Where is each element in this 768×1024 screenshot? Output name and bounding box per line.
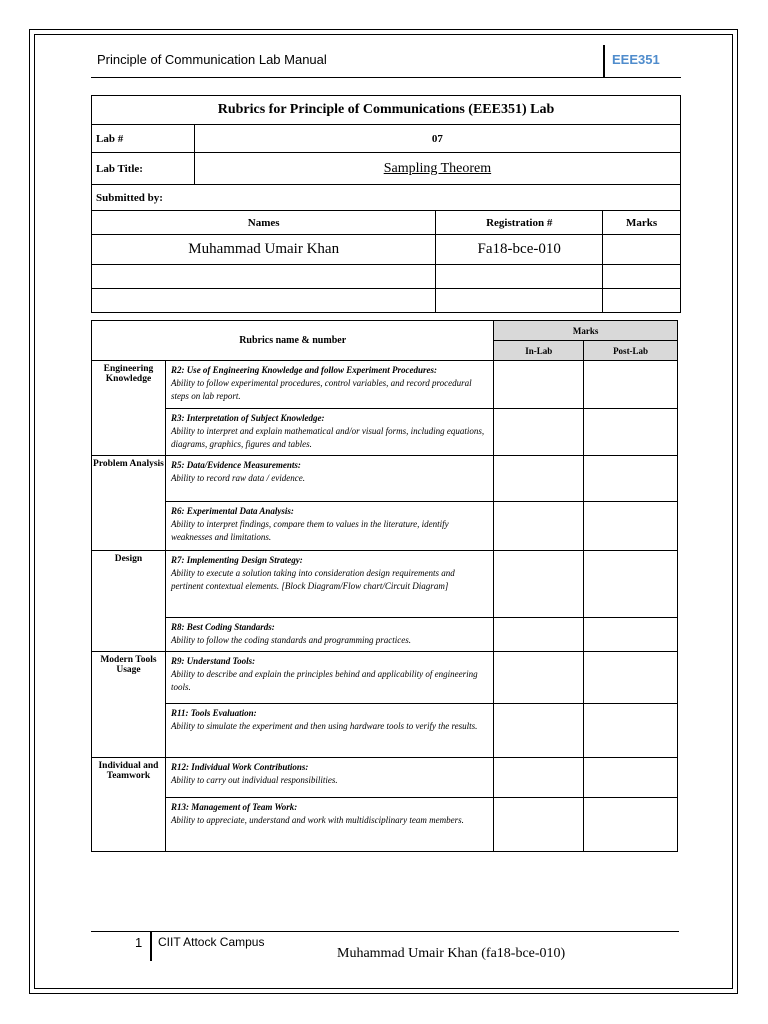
post-lab-header: Post-Lab (584, 341, 678, 361)
rubric-title: R5: Data/Evidence Measurements: (170, 460, 301, 470)
rubric-title: R9: Understand Tools: (170, 656, 256, 666)
post-lab-mark (584, 361, 678, 409)
rubric-item (165, 758, 493, 798)
rubric-title: R7: Implementing Design Strategy: (170, 555, 303, 565)
in-lab-mark (494, 618, 584, 652)
lab-title-value: Sampling Theorem (194, 153, 680, 185)
in-lab-header: In-Lab (494, 341, 584, 361)
marks-header: Marks (603, 211, 681, 235)
rubric-description: Ability to simulate the experiment and then using hardware tools to verify the results. (170, 721, 478, 731)
rubric-item (165, 502, 493, 551)
rubric-item (165, 618, 493, 652)
student-name (92, 289, 436, 313)
student-marks (603, 235, 681, 265)
rubric-description: Ability to interpret findings, compare them to values in the literature, identify weaknesses and limitations. (170, 519, 449, 542)
in-lab-mark (494, 361, 584, 409)
rubric-description: Ability to carry out individual responsibilities. (170, 775, 338, 785)
rubrics-marks-header: Marks (494, 321, 678, 341)
rubric-category: Engineering Knowledge (92, 361, 166, 456)
rubric-item (165, 551, 493, 618)
rubrics-name-header: Rubrics name & number (92, 321, 494, 361)
rubric-title: R8: Best Coding Standards: (170, 622, 275, 632)
rubric-title: R13: Management of Team Work: (170, 802, 298, 812)
post-lab-mark (584, 704, 678, 758)
in-lab-mark (494, 798, 584, 852)
footer-campus: CIIT Attock Campus (158, 935, 265, 949)
rubric-description: Ability to interpret and explain mathematical and/or visual forms, including equations, diagrams, graphics, figures and tables. (170, 426, 485, 449)
student-registration (436, 265, 603, 289)
student-registration: Fa18-bce-010 (436, 235, 603, 265)
in-lab-mark (494, 502, 584, 551)
footer-divider (150, 931, 152, 961)
rubric-title: R11: Tools Evaluation: (170, 708, 257, 718)
post-lab-mark (584, 652, 678, 704)
header-rule (91, 77, 681, 78)
in-lab-mark (494, 652, 584, 704)
lab-number-label: Lab # (92, 125, 195, 153)
rubric-title: R2: Use of Engineering Knowledge and follow Experiment Procedures: (170, 365, 437, 375)
rubric-item (165, 798, 493, 852)
student-name (92, 265, 436, 289)
header-course-code: EEE351 (612, 52, 660, 67)
submitted-by-label: Submitted by: (92, 185, 681, 211)
rubric-category: Individual and Teamwork (92, 758, 166, 852)
rubrics-title: Rubrics for Principle of Communications (EEE351) Lab (92, 96, 681, 125)
rubric-category: Modern Tools Usage (92, 652, 166, 758)
student-marks (603, 265, 681, 289)
header-divider (603, 45, 605, 77)
in-lab-mark (494, 758, 584, 798)
in-lab-mark (494, 409, 584, 456)
footer-student: Muhammad Umair Khan (fa18-bce-010) (337, 946, 566, 961)
rubric-description: Ability to follow experimental procedures, control variables, and record procedural steps on lab report. (170, 378, 472, 401)
post-lab-mark (584, 551, 678, 618)
in-lab-mark (494, 456, 584, 502)
rubric-description: Ability to execute a solution taking into consideration design requirements and pertinent contextual elements. [Block Diagram/Flow chart/Circuit Diagram] (170, 568, 455, 591)
rubric-category: Problem Analysis (92, 456, 166, 551)
header-title: Principle of Communication Lab Manual (97, 52, 327, 67)
post-lab-mark (584, 758, 678, 798)
in-lab-mark (494, 704, 584, 758)
lab-number-value: 07 (194, 125, 680, 153)
rubric-item (165, 704, 493, 758)
rubric-category: Design (92, 551, 166, 652)
registration-header: Registration # (436, 211, 603, 235)
in-lab-mark (494, 551, 584, 618)
rubric-description: Ability to describe and explain the principles behind and applicability of engineering tools. (170, 669, 478, 692)
post-lab-mark (584, 456, 678, 502)
rubric-description: Ability to record raw data / evidence. (170, 473, 305, 483)
post-lab-mark (584, 502, 678, 551)
post-lab-mark (584, 409, 678, 456)
rubric-item (165, 409, 493, 456)
names-header: Names (92, 211, 436, 235)
rubric-item (165, 652, 493, 704)
rubric-item (165, 456, 493, 502)
rubric-description: Ability to follow the coding standards and programming practices. (170, 635, 412, 645)
lab-title-label: Lab Title: (92, 153, 195, 185)
student-marks (603, 289, 681, 313)
student-registration (436, 289, 603, 313)
footer-rule (91, 931, 679, 932)
rubric-description: Ability to appreciate, understand and work with multidisciplinary team members. (170, 815, 464, 825)
rubric-title: R6: Experimental Data Analysis: (170, 506, 294, 516)
post-lab-mark (584, 798, 678, 852)
rubric-item (165, 361, 493, 409)
rubrics-table (91, 320, 678, 852)
lab-info-table (91, 95, 681, 313)
rubric-title: R12: Individual Work Contributions: (170, 762, 309, 772)
post-lab-mark (584, 618, 678, 652)
page-number: 1 (135, 935, 143, 950)
student-name: Muhammad Umair Khan (92, 235, 436, 265)
rubric-title: R3: Interpretation of Subject Knowledge: (170, 413, 325, 423)
